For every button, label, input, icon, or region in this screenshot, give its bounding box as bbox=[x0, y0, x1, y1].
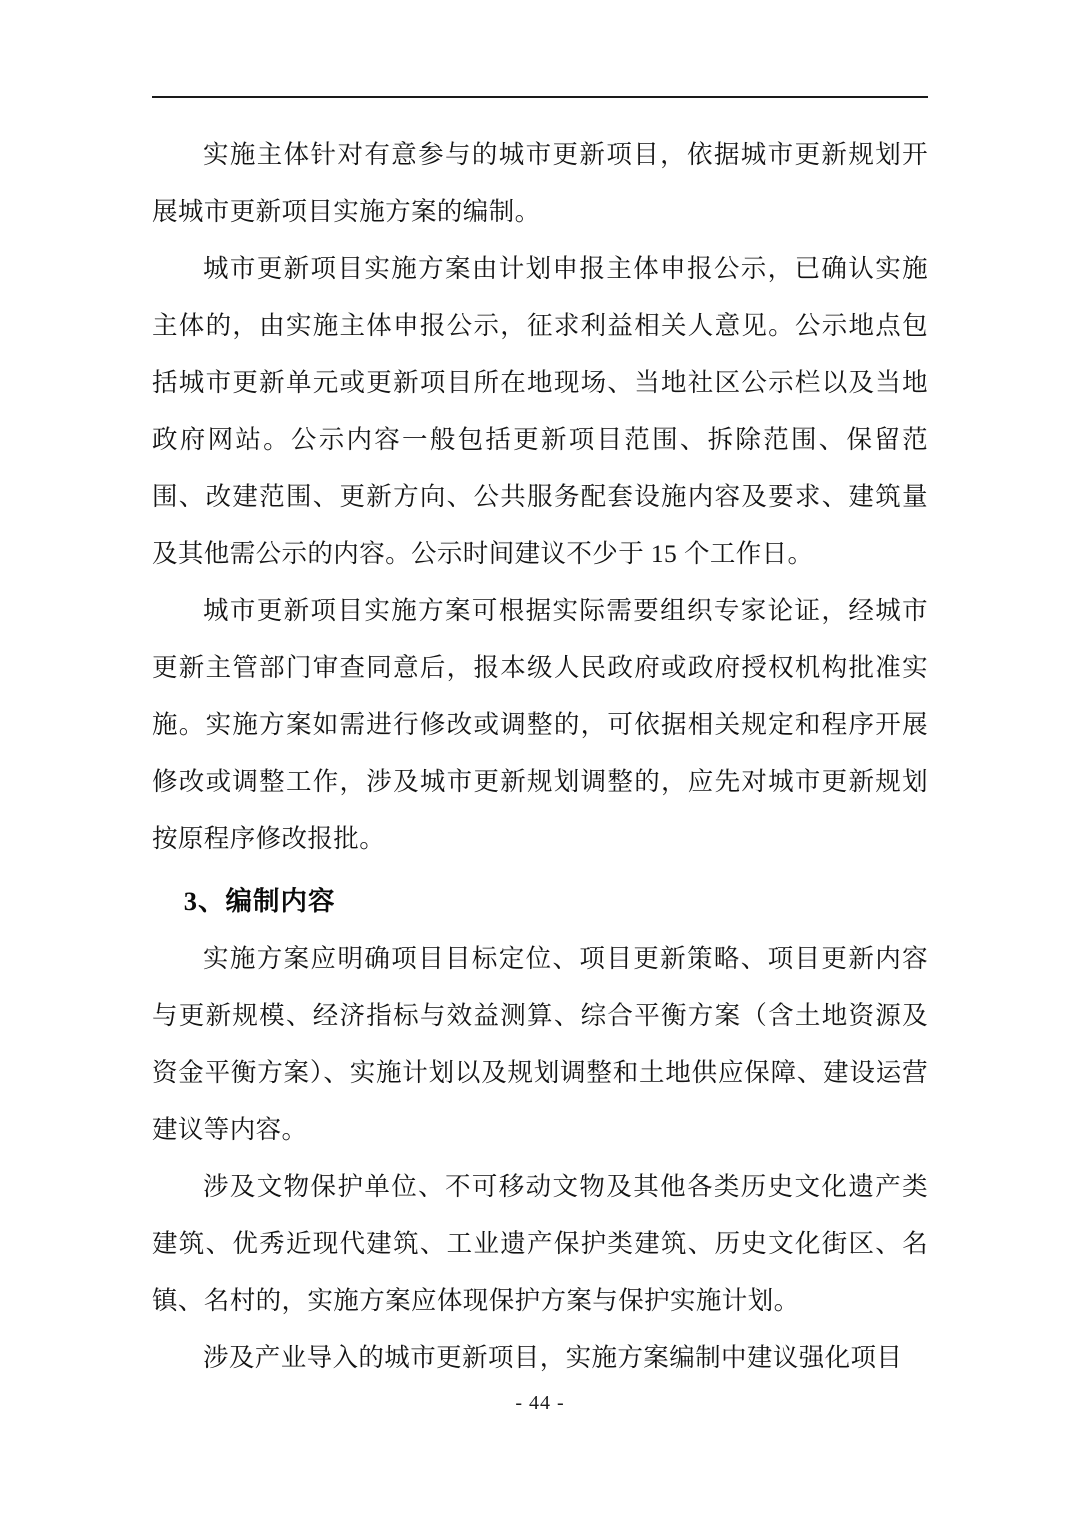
body-paragraph: 涉及文物保护单位、不可移动文物及其他各类历史文化遗产类建筑、优秀近现代建筑、工业遗产保护类建筑、历史文化街区、名镇、名村的，实施方案应体现保护方案与保护实施计划。 bbox=[152, 1172, 928, 1315]
body-paragraph: 城市更新项目实施方案由计划申报主体申报公示，已确认实施主体的，由实施主体申报公示，征求利益相关人意见。公示地点包括城市更新单元或更新项目所在地现场、当地社区公示栏以及当地政府网站。公示内容一般包括更新项目范围、拆除范围、保留范围、改建范围、更新方向、公共服务配套设施内容及要求、建筑量及其他需公示的内容。公示时间建议不少于 15 个工作日。 bbox=[152, 254, 928, 568]
section-heading: 3、编制内容 bbox=[183, 886, 336, 916]
page-number: - 44 - bbox=[515, 1392, 565, 1414]
document-body bbox=[152, 126, 928, 1386]
body-paragraph: 涉及产业导入的城市更新项目，实施方案编制中建议强化项目 bbox=[203, 1343, 903, 1372]
header-rule bbox=[152, 96, 928, 98]
body-paragraph: 实施主体针对有意参与的城市更新项目，依据城市更新规划开展城市更新项目实施方案的编制。 bbox=[152, 140, 928, 226]
body-paragraph: 实施方案应明确项目目标定位、项目更新策略、项目更新内容与更新规模、经济指标与效益测算、综合平衡方案（含土地资源及资金平衡方案）、实施计划以及规划调整和土地供应保障、建设运营建议等内容。 bbox=[152, 944, 928, 1144]
body-paragraph: 城市更新项目实施方案可根据实际需要组织专家论证，经城市更新主管部门审查同意后，报本级人民政府或政府授权机构批准实施。实施方案如需进行修改或调整的，可依据相关规定和程序开展修改或调整工作，涉及城市更新规划调整的，应先对城市更新规划按原程序修改报批。 bbox=[152, 596, 928, 853]
